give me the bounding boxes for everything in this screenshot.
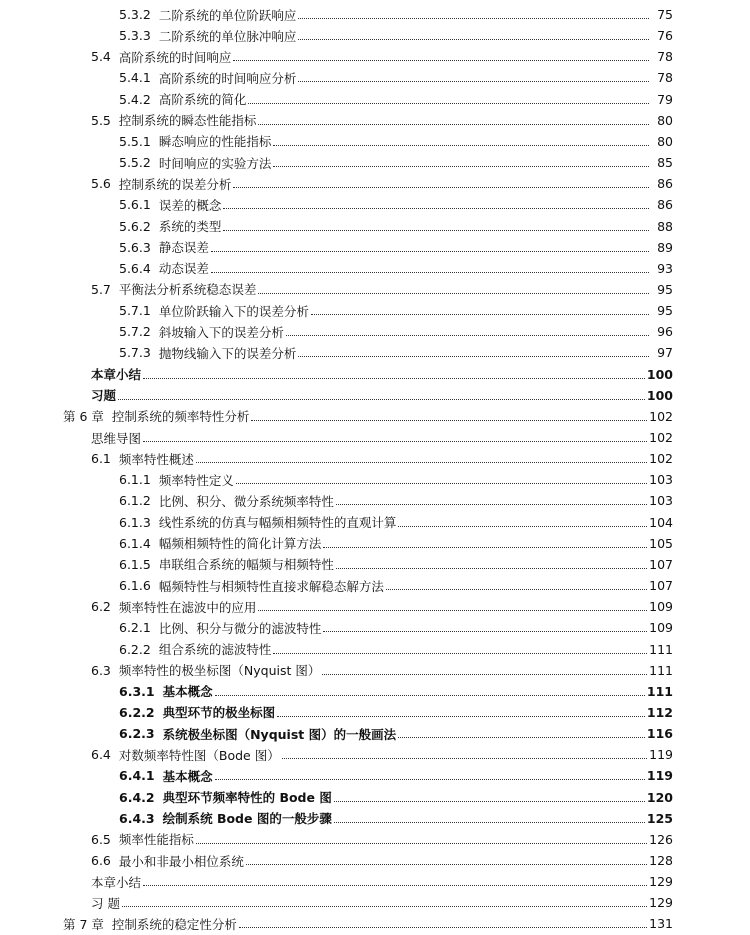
toc-entry-page-number: 78	[657, 70, 673, 86]
toc-entry-title: 系统极坐标图（Nyquist 图）的一般画法	[162, 726, 397, 742]
dot-leader	[336, 568, 647, 569]
toc-entry[interactable]	[0, 173, 673, 194]
dot-leader	[196, 462, 647, 463]
toc-entry-title: 控制系统的稳定性分析	[111, 916, 237, 932]
toc-entry-page-number: 88	[657, 218, 673, 234]
dot-leader	[122, 906, 647, 907]
toc-entry-title: 对数频率特性图（Bode 图）	[118, 747, 280, 763]
dot-leader	[386, 589, 647, 590]
dot-leader	[273, 145, 649, 146]
dot-leader	[143, 441, 647, 442]
dot-leader	[143, 378, 645, 379]
toc-entry-page-number: 116	[646, 726, 673, 742]
toc-entry[interactable]	[0, 216, 673, 237]
toc-entry[interactable]	[0, 152, 673, 173]
toc-entry-number: 6.1.1	[119, 472, 151, 488]
toc-entry-page-number: 103	[649, 472, 673, 488]
toc-entry-number: 6.4.2	[119, 789, 155, 805]
toc-entry[interactable]	[0, 321, 673, 342]
toc-entry[interactable]	[0, 364, 673, 385]
dot-leader	[336, 504, 647, 505]
toc-entry-number: 5.6.3	[119, 239, 151, 255]
dot-leader	[323, 631, 647, 632]
toc-entry[interactable]	[0, 787, 673, 808]
toc-entry-number: 5.3.3	[119, 28, 151, 44]
toc-entry-page-number: 95	[657, 281, 673, 297]
toc-entry-number: 6.1.3	[119, 514, 151, 530]
dot-leader	[239, 927, 647, 928]
dot-leader	[236, 483, 647, 484]
dot-leader	[273, 166, 649, 167]
toc-entry-number: 5.4.2	[119, 91, 151, 107]
dot-leader	[248, 103, 649, 104]
toc-entry-page-number: 102	[649, 451, 673, 467]
toc-entry-page-number: 111	[646, 683, 673, 699]
dot-leader	[322, 674, 647, 675]
toc-entry[interactable]	[0, 448, 673, 469]
toc-entry[interactable]	[0, 744, 673, 765]
dot-leader	[233, 60, 649, 61]
toc-entry-page-number: 95	[657, 303, 673, 319]
dot-leader	[298, 18, 649, 19]
dot-leader	[211, 251, 649, 252]
toc-entry-page-number: 89	[657, 239, 673, 255]
toc-entry-title: 频率性能指标	[118, 832, 194, 848]
toc-entry-number: 第 6 章	[63, 409, 104, 425]
dot-leader	[311, 314, 649, 315]
toc-entry[interactable]	[0, 131, 673, 152]
toc-entry-title: 控制系统的瞬态性能指标	[118, 113, 257, 129]
toc-entry-number: 5.5	[91, 112, 111, 128]
toc-entry-page-number: 109	[649, 599, 673, 615]
toc-entry[interactable]	[0, 406, 673, 427]
toc-entry-number: 第 7 章	[63, 916, 104, 932]
toc-entry-page-number: 129	[649, 895, 673, 911]
toc-entry-number: 5.6.1	[119, 197, 151, 213]
toc-entry[interactable]	[0, 110, 673, 131]
toc-entry-number: 6.1.4	[119, 535, 151, 551]
toc-entry-number: 6.1.2	[119, 493, 151, 509]
toc-entry-number: 5.3.2	[119, 7, 151, 22]
toc-entry-title: 频率特性概述	[118, 451, 194, 467]
toc-entry-page-number: 102	[649, 430, 673, 445]
toc-entry[interactable]	[0, 913, 673, 934]
toc-entry-page-number: 111	[649, 662, 673, 678]
toc-entry[interactable]	[0, 681, 673, 702]
toc-entry-number: 5.4.1	[119, 70, 151, 86]
toc-entry-title: 高阶系统的时间响应分析	[158, 70, 297, 86]
toc-entry-number: 5.6.4	[119, 260, 151, 276]
dot-leader	[246, 864, 647, 865]
toc-entry-page-number: 120	[646, 789, 673, 805]
toc-entry-number: 6.6	[91, 853, 111, 868]
toc-entry-title: 二阶系统的单位脉冲响应	[158, 28, 297, 44]
dot-leader	[298, 356, 649, 357]
dot-leader	[118, 399, 645, 400]
dot-leader	[298, 81, 649, 82]
dot-leader	[211, 272, 649, 273]
toc-entry-number: 5.4	[91, 49, 111, 65]
toc-entry[interactable]	[0, 871, 673, 892]
toc-entry[interactable]	[0, 892, 673, 913]
toc-entry-number: 5.6	[91, 176, 111, 192]
toc-entry[interactable]	[0, 490, 673, 511]
toc-entry[interactable]	[0, 194, 673, 215]
toc-entry-number: 6.2	[91, 599, 111, 615]
toc-entry-title: 绘制系统 Bode 图的一般步骤	[162, 811, 332, 827]
dot-leader	[143, 885, 647, 886]
toc-entry-page-number: 78	[657, 49, 673, 65]
toc-entry[interactable]	[0, 575, 673, 596]
toc-entry-page-number: 80	[657, 133, 673, 149]
toc-entry-title: 频率特性定义	[158, 472, 234, 488]
toc-entry[interactable]	[0, 829, 673, 850]
dot-leader	[334, 801, 645, 802]
dot-leader	[215, 779, 645, 780]
toc-entry-title: 高阶系统的时间响应	[118, 49, 232, 65]
toc-entry[interactable]	[0, 25, 673, 46]
toc-entry-number: 5.5.2	[119, 155, 151, 170]
toc-entry-number: 6.1.6	[119, 578, 151, 593]
toc-entry-title: 频率特性在滤波中的应用	[118, 599, 257, 615]
toc-entry-number: 6.5	[91, 831, 111, 847]
dot-leader	[258, 124, 649, 125]
toc-entry-page-number: 75	[657, 7, 673, 22]
toc-entry-title: 思维导图	[91, 430, 142, 446]
toc-entry[interactable]	[0, 300, 673, 321]
toc-entry-title: 典型环节频率特性的 Bode 图	[162, 790, 332, 805]
toc-entry-number: 6.4.3	[119, 810, 155, 826]
dot-leader	[258, 293, 649, 294]
toc-entry[interactable]	[0, 237, 673, 258]
toc-entry-page-number: 129	[649, 874, 673, 890]
toc-entry[interactable]	[0, 554, 673, 575]
toc-entry-title: 抛物线输入下的误差分析	[158, 345, 297, 361]
toc-entry[interactable]	[0, 617, 673, 638]
toc-entry[interactable]	[0, 46, 673, 67]
toc-entry-number: 6.1.5	[119, 556, 151, 572]
toc-entry-title: 比例、积分、微分系统频率特性	[158, 493, 334, 509]
toc-entry[interactable]	[0, 702, 673, 723]
dot-leader	[398, 737, 645, 738]
toc-entry-number: 5.7.1	[119, 303, 151, 319]
toc-entry-number: 6.2.2	[119, 704, 155, 720]
toc-entry-page-number: 85	[657, 155, 673, 170]
toc-entry-page-number: 107	[649, 578, 673, 593]
dot-leader	[286, 335, 649, 336]
toc-entry-page-number: 112	[646, 704, 673, 720]
toc-entry-number: 6.2.3	[119, 726, 155, 742]
toc-entry-page-number: 86	[657, 197, 673, 213]
toc-entry-number: 5.7	[91, 281, 111, 297]
dot-leader	[277, 716, 645, 717]
toc-entry-number: 5.7.2	[119, 324, 151, 340]
toc-entry-title: 线性系统的仿真与幅频相频特性的直观计算	[158, 515, 397, 531]
toc-entry-number: 6.2.1	[119, 620, 151, 636]
toc-entry-title: 静态误差	[158, 240, 209, 256]
toc-entry[interactable]	[0, 469, 673, 490]
toc-entry-page-number: 96	[657, 324, 673, 340]
toc-entry[interactable]	[0, 808, 673, 829]
toc-entry-title: 基本概念	[162, 768, 213, 784]
dot-leader	[215, 695, 645, 696]
toc-entry-page-number: 100	[646, 366, 673, 382]
toc-entry-page-number: 119	[649, 747, 673, 763]
toc-entry-title: 幅频相频特性的简化计算方法	[158, 536, 322, 552]
dot-leader	[282, 758, 647, 759]
toc-entry-title: 平衡法分析系统稳态误差	[118, 282, 257, 298]
toc-entry[interactable]	[0, 596, 673, 617]
toc-entry-page-number: 93	[657, 260, 673, 276]
toc-entry-title: 本章小结	[91, 874, 142, 890]
toc-entry-page-number: 86	[657, 176, 673, 192]
toc-entry[interactable]	[0, 512, 673, 533]
toc-entry[interactable]	[0, 4, 673, 25]
toc-entry[interactable]	[0, 279, 673, 300]
toc-entry-page-number: 111	[649, 641, 673, 657]
toc-entry-title: 高阶系统的简化	[158, 92, 247, 108]
toc-entry-page-number: 125	[646, 810, 673, 826]
dot-leader	[223, 208, 649, 209]
toc-entry-title: 频率特性的极坐标图（Nyquist 图）	[118, 663, 321, 679]
toc-entry-number: 6.3.1	[119, 683, 155, 699]
toc-entry-title: 二阶系统的单位阶跃响应	[158, 7, 297, 23]
toc-entry[interactable]	[0, 660, 673, 681]
toc-entry-page-number: 119	[646, 768, 673, 784]
dot-leader	[223, 230, 649, 231]
toc-entry-title: 基本概念	[162, 684, 213, 700]
toc-entry-number: 6.2.2	[119, 641, 151, 657]
toc-entry-title: 误差的概念	[158, 197, 222, 213]
toc-entry-page-number: 109	[649, 620, 673, 636]
toc-entry[interactable]	[0, 427, 673, 448]
toc-entry-title: 习 题	[91, 895, 120, 911]
dot-leader	[398, 526, 647, 527]
toc-entry-number: 6.4.1	[119, 768, 155, 784]
toc-entry-page-number: 76	[657, 28, 673, 44]
dot-leader	[258, 610, 647, 611]
toc-entry-number: 5.5.1	[119, 133, 151, 149]
toc-entry-title: 时间响应的实验方法	[158, 155, 272, 171]
toc-entry-number: 6.3	[91, 662, 111, 678]
toc-entry-number: 5.6.2	[119, 218, 151, 234]
toc-entry[interactable]	[0, 258, 673, 279]
toc-entry-title: 斜坡输入下的误差分析	[158, 324, 284, 340]
toc-entry-number: 6.4	[91, 747, 111, 763]
toc-entry[interactable]	[0, 67, 673, 88]
toc-entry-title: 最小和非最小相位系统	[118, 853, 244, 869]
dot-leader	[273, 653, 647, 654]
toc-entry-page-number: 126	[649, 831, 673, 847]
toc-entry-page-number: 100	[646, 387, 673, 403]
toc-entry[interactable]	[0, 765, 673, 786]
toc-entry-title: 串联组合系统的幅频与相频特性	[158, 557, 334, 573]
toc-entry-page-number: 105	[649, 535, 673, 551]
toc-entry-title: 单位阶跃输入下的误差分析	[158, 303, 309, 319]
toc-entry[interactable]	[0, 723, 673, 744]
toc-entry-number: 5.7.3	[119, 345, 151, 361]
toc-entry-title: 幅频特性与相频特性直接求解稳态解方法	[158, 578, 384, 594]
toc-entry-page-number: 107	[649, 556, 673, 572]
toc-entry-page-number: 79	[657, 91, 673, 107]
dot-leader	[233, 187, 649, 188]
toc-entry-title: 系统的类型	[158, 219, 222, 234]
toc-entry-page-number: 103	[649, 493, 673, 509]
toc-entry[interactable]	[0, 385, 673, 406]
toc-entry-title: 动态误差	[158, 261, 209, 277]
toc-entry-title: 控制系统的误差分析	[118, 176, 232, 192]
toc-entry-page-number: 104	[649, 514, 673, 530]
toc-entry-page-number: 131	[649, 916, 673, 932]
dot-leader	[334, 822, 645, 823]
toc-entry-title: 习题	[91, 388, 117, 404]
dot-leader	[196, 843, 647, 844]
toc-entry[interactable]	[0, 850, 673, 871]
toc-entry-page-number: 128	[649, 853, 673, 868]
toc-entry-page-number: 97	[657, 345, 673, 361]
toc-entry-number: 6.1	[91, 451, 111, 467]
toc-entry-page-number: 80	[657, 112, 673, 128]
toc-entry-title: 组合系统的滤波特性	[158, 642, 272, 657]
toc-entry[interactable]	[0, 639, 673, 660]
toc-entry[interactable]	[0, 533, 673, 554]
dot-leader	[298, 39, 649, 40]
toc-entry-page-number: 102	[649, 408, 673, 424]
toc-entry-title: 控制系统的频率特性分析	[111, 409, 250, 425]
toc-entry[interactable]	[0, 342, 673, 363]
toc-entry-title: 典型环节的极坐标图	[162, 705, 276, 721]
toc-entry-title: 瞬态响应的性能指标	[158, 134, 272, 150]
dot-leader	[251, 420, 647, 421]
toc-entry[interactable]	[0, 89, 673, 110]
toc-entry-title: 比例、积分与微分的滤波特性	[158, 620, 322, 636]
dot-leader	[323, 547, 647, 548]
toc-entry-title: 本章小结	[91, 367, 142, 382]
